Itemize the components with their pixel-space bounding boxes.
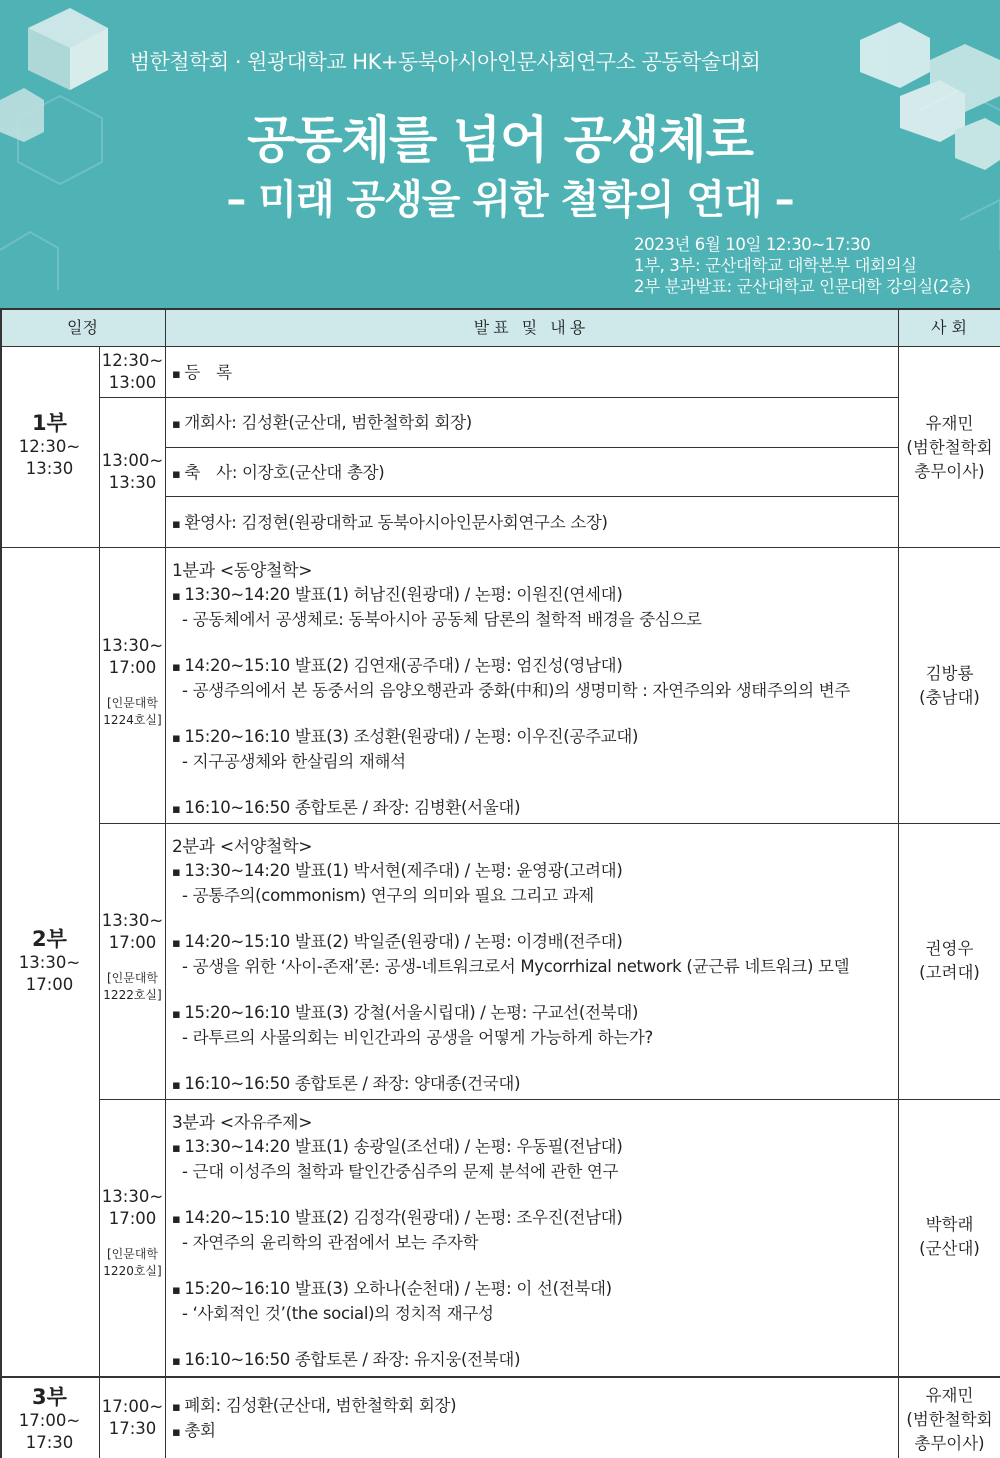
slot-time-start: 17:00~: [101, 1397, 164, 1416]
chair-name: 유재민: [925, 1386, 974, 1405]
general-discussion: ▪ 16:10~16:50 종합토론 / 좌장: 양대종(건국대): [172, 1072, 849, 1097]
presentation-1-topic: - 공통주의(commonism) 연구의 의미와 필요 그리고 과제: [182, 886, 594, 905]
presentation-1: ▪ 13:30~14:20 발표(1) 박서현(제주대) / 논평: 윤영광(고려대): [172, 859, 849, 884]
part3-label: [0, 1384, 99, 1454]
part3-name: 3부: [32, 1385, 67, 1409]
chair-role: 총무이사): [914, 1434, 985, 1453]
room-building: [인문대학: [106, 1247, 159, 1261]
part3-time-start: 17:00~: [18, 1411, 81, 1430]
chair-name: 김방룡: [925, 664, 974, 683]
chair-role: 총무이사): [914, 462, 985, 481]
general-meeting: ▪ 총회: [172, 1419, 456, 1444]
event-date: 2023년 6월 10일 12:30~17:30: [634, 235, 871, 254]
presentation-3-topic: - 지구공생체와 한살림의 재해석: [182, 752, 406, 771]
part1-label: [0, 410, 99, 480]
chair-affiliation: (충남대): [919, 688, 980, 707]
event-venue-1: 1부, 3부: 군산대학교 대학본부 대회의실: [634, 256, 917, 275]
room-building: [인문대학: [106, 696, 159, 710]
poster-header: [0, 0, 1000, 308]
slot-time-end: 17:00: [108, 1209, 157, 1228]
chair-name: 박학래: [925, 1215, 974, 1234]
presentation-2-topic: - 공생주의에서 본 동중서의 음양오행관과 중화(中和)의 생명미학 : 자연주의와 생태주의의 변주: [182, 681, 851, 700]
opening-address-text: ▪ 개회사: 김성환(군산대, 범한철학회 회장): [172, 413, 472, 432]
slot-time-start: 12:30~: [101, 351, 164, 370]
part3-time-end: 17:30: [25, 1433, 74, 1452]
closing-address: ▪ 폐회: 김성환(군산대, 범한철학회 회장): [172, 1394, 456, 1419]
chair-affiliation: (범한철학회: [906, 438, 993, 457]
presentation-3: ▪ 15:20~16:10 발표(3) 강철(서울시립대) / 논평: 구교선(전북대): [172, 1001, 849, 1026]
session-title: 3분과 <자유주제>: [172, 1113, 313, 1133]
event-venue-2: 2부 분과발표: 군산대학교 인문대학 강의실(2층): [634, 277, 971, 296]
presentation-3-topic: - 라투르의 사물의회는 비인간과의 공생을 어떻게 가능하게 하는가?: [182, 1028, 653, 1047]
session-title: 1분과 <동양철학>: [172, 561, 313, 581]
presentation-2: ▪ 14:20~15:10 발표(2) 박일준(원광대) / 논평: 이경배(전주대): [172, 930, 849, 955]
presentation-1: ▪ 13:30~14:20 발표(1) 송광일(조선대) / 논평: 우동필(전남대): [172, 1135, 622, 1160]
slot-time-start: 13:30~: [101, 1187, 164, 1206]
session1-chair: [899, 662, 1000, 710]
session3-room: [100, 1246, 165, 1280]
session1-content: [172, 560, 850, 821]
slot-time-end: 13:30: [108, 473, 157, 492]
room-number: 1222호실]: [103, 988, 162, 1002]
chair-name: 권영우: [925, 939, 974, 958]
session1-time: [100, 635, 165, 729]
part1-time-end: 13:30: [25, 459, 74, 478]
registration-text: ▪ 등 록: [172, 363, 232, 382]
opening-address-item: [172, 411, 472, 436]
session3-content: [172, 1112, 622, 1373]
part2-time-end: 17:00: [25, 975, 74, 994]
host-organizations: 범한철학회 · 원광대학교 HK+동북아시아인문사회연구소 공동학술대회: [129, 50, 761, 74]
presentation-1-topic: - 근대 이성주의 철학과 탈인간중심주의 문제 분석에 관한 연구: [182, 1162, 619, 1181]
chair-affiliation: (범한철학회: [906, 1410, 993, 1429]
presentation-3: ▪ 15:20~16:10 발표(3) 조성환(원광대) / 논평: 이우진(공주교대): [172, 725, 850, 750]
part1-slot1: [100, 350, 165, 394]
room-building: [인문대학: [106, 971, 159, 985]
session2-chair: [899, 937, 1000, 985]
header-schedule: 일정: [67, 318, 98, 337]
welcome-address-text: ▪ 환영사: 김정현(원광대학교 동북아시아인문사회연구소 소장): [172, 513, 608, 532]
part3-content: [172, 1394, 456, 1444]
slot-time-start: 13:30~: [101, 911, 164, 930]
session3-chair: [899, 1213, 1000, 1261]
general-discussion: ▪ 16:10~16:50 종합토론 / 좌장: 유지웅(전북대): [172, 1348, 622, 1373]
slot-time-end: 13:00: [108, 373, 157, 392]
presentation-2-topic: - 자연주의 윤리학의 관점에서 보는 주자학: [182, 1233, 479, 1252]
slot-time-start: 13:00~: [101, 451, 164, 470]
presentation-2: ▪ 14:20~15:10 발표(2) 김연재(공주대) / 논평: 엄진성(영남대): [172, 654, 850, 679]
presentation-2-topic: - 공생을 위한 ‘사이-존재’론: 공생-네트워크로서 Mycorrhizal network (균근류 네트워크) 모델: [182, 957, 850, 976]
page-subtitle: – 미래 공생을 위한 철학의 연대 –: [226, 177, 794, 223]
chair-name: 유재민: [925, 414, 974, 433]
congratulatory-address-item: [172, 461, 384, 486]
part1-chair: [899, 412, 1000, 484]
part1-time-start: 12:30~: [18, 437, 81, 456]
room-number: 1220호실]: [103, 1264, 162, 1278]
room-number: 1224호실]: [103, 713, 162, 727]
part3-slot: [100, 1396, 165, 1440]
chair-affiliation: (고려대): [919, 963, 980, 982]
session1-room: [100, 695, 165, 729]
session2-time: [100, 910, 165, 1004]
welcome-address-item: [172, 511, 608, 536]
registration-item: [172, 361, 232, 386]
session2-room: [100, 970, 165, 1004]
session-title: 2분과 <서양철학>: [172, 837, 313, 857]
presentation-3-topic: - ‘사회적인 것’(the social)의 정치적 재구성: [182, 1304, 494, 1323]
part1-slot2: [100, 450, 165, 494]
header-content: 발표 및 내용: [473, 318, 590, 337]
session3-time: [100, 1186, 165, 1280]
chair-affiliation: (군산대): [919, 1239, 980, 1258]
part2-name: 2부: [32, 927, 67, 951]
slot-time-end: 17:30: [108, 1419, 157, 1438]
general-discussion: ▪ 16:10~16:50 종합토론 / 좌장: 김병환(서울대): [172, 796, 850, 821]
header-chair: 사 회: [931, 318, 967, 337]
page-title: 공동체를 넘어 공생체로: [247, 111, 753, 169]
event-info: [634, 234, 971, 297]
slot-time-end: 17:00: [108, 658, 157, 677]
slot-time-end: 17:00: [108, 933, 157, 952]
session2-content: [172, 836, 849, 1097]
presentation-3: ▪ 15:20~16:10 발표(3) 오하나(순천대) / 논평: 이 선(전북대): [172, 1277, 622, 1302]
congratulatory-address-text: ▪ 축 사: 이장호(군산대 총장): [172, 463, 384, 482]
part1-name: 1부: [32, 411, 67, 435]
part2-time-start: 13:30~: [18, 953, 81, 972]
slot-time-start: 13:30~: [101, 636, 164, 655]
part2-label: [0, 926, 99, 996]
part3-chair: [899, 1384, 1000, 1456]
presentation-1-topic: - 공동체에서 공생체로: 동북아시아 공동체 담론의 철학적 배경을 중심으로: [182, 610, 702, 629]
presentation-1: ▪ 13:30~14:20 발표(1) 허남진(원광대) / 논평: 이원진(연세대): [172, 583, 850, 608]
presentation-2: ▪ 14:20~15:10 발표(2) 김정각(원광대) / 논평: 조우진(전남대): [172, 1206, 622, 1231]
